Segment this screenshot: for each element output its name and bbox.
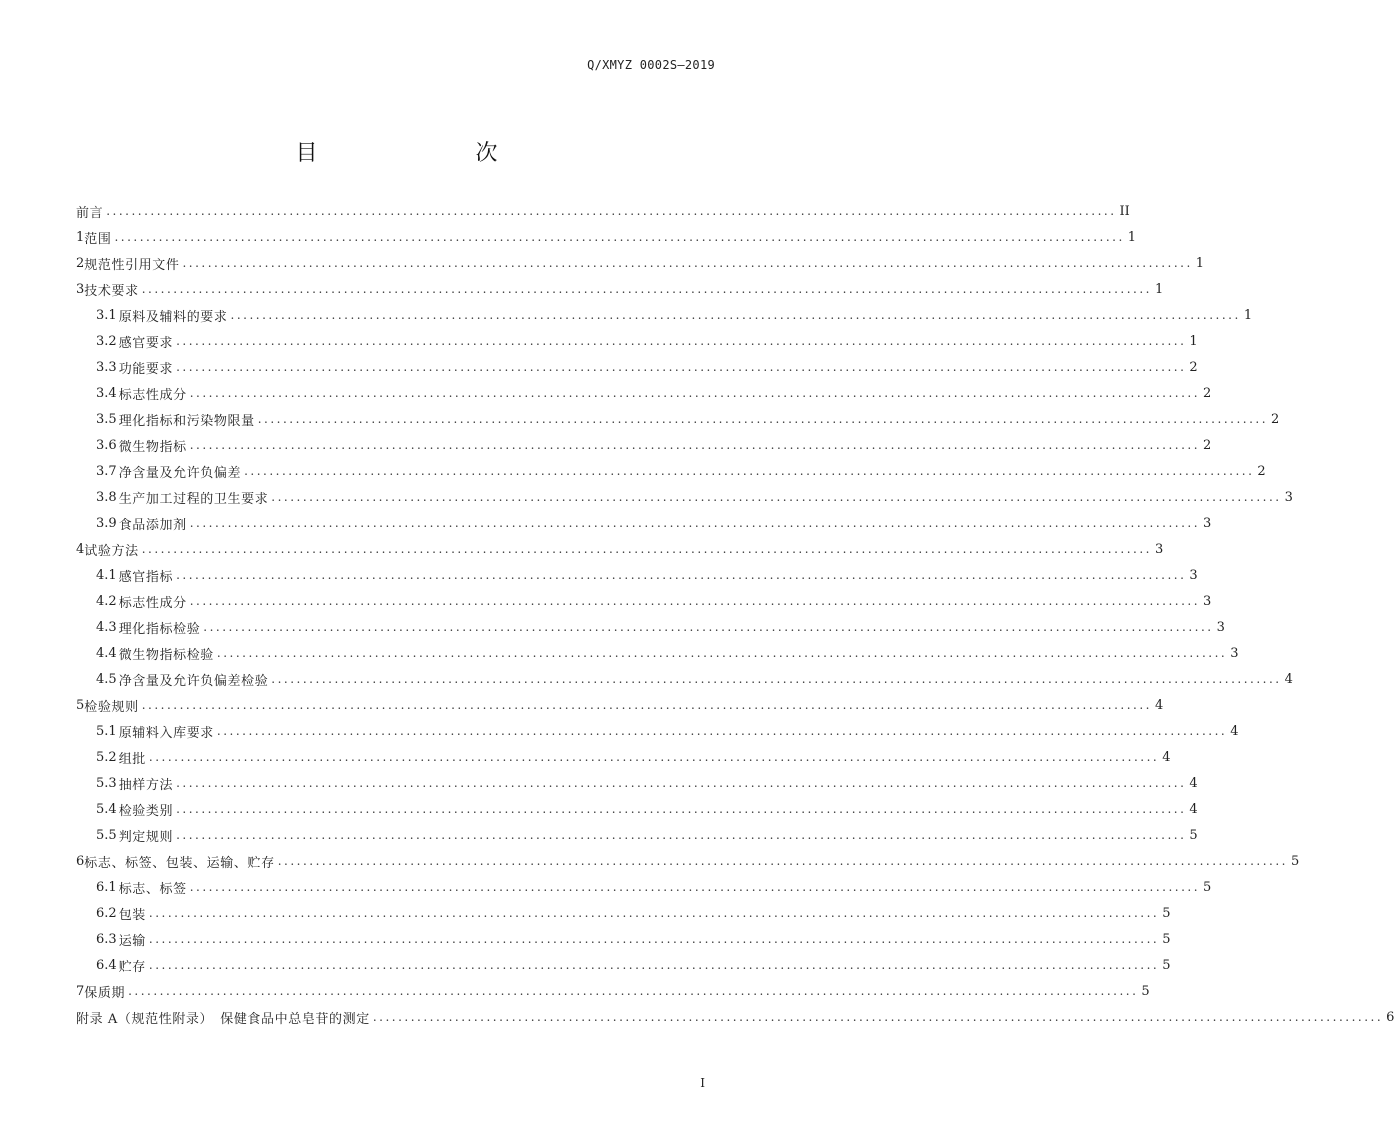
toc-dot-leader: ................................................................................................................................................................ [148,750,1160,764]
toc-dot-leader: ................................................................................................................................................................ [176,568,1187,582]
toc-entry-page: 4 [1189,801,1198,817]
toc-entry-number: 5.3 [96,775,117,791]
toc-entry-page: 2 [1203,385,1212,401]
toc-entry-label: 范围 [84,231,112,247]
toc-entry-number: 3.8 [96,489,117,505]
table-of-contents [76,198,1394,1030]
toc-entry-page: 3 [1216,619,1225,635]
toc-entry-page: 4 [1189,775,1198,791]
toc-entry[interactable] [76,458,1266,484]
toc-dot-leader: ................................................................................................................................................................ [148,932,1160,946]
toc-entry[interactable] [76,1004,1394,1030]
toc-entry-page: 3 [1284,489,1293,505]
toc-entry-label: 标志、标签、包装、运输、贮存 [84,855,275,871]
toc-entry-label: 判定规则 [118,829,174,845]
toc-entry-number: 4 [76,541,85,557]
toc-entry-label: 前言 [76,205,104,221]
toc-dot-leader: ................................................................................................................................................................ [176,828,1187,842]
toc-entry[interactable] [76,406,1280,432]
toc-entry[interactable] [76,224,1137,250]
toc-entry-number: 7 [76,983,85,999]
toc-entry[interactable] [76,978,1150,1004]
toc-dot-leader: ................................................................................................................................................................ [257,412,1269,426]
toc-entry-page: 4 [1284,671,1293,687]
toc-entry-number: 3.9 [96,515,117,531]
toc-entry-number: 1 [76,229,85,245]
toc-entry-label: 功能要求 [118,361,174,377]
toc-entry-page: 2 [1203,437,1212,453]
toc-entry-page: 5 [1162,931,1171,947]
toc-dot-leader: ................................................................................................................................................................ [176,802,1187,816]
toc-entry-label: 检验类别 [118,803,174,819]
toc-entry[interactable] [76,952,1171,978]
toc-entry[interactable] [76,926,1171,952]
toc-entry-label: 标志性成分 [118,387,187,403]
toc-entry-number: 6 [76,853,85,869]
toc-entry-label: 食品添加剂 [118,517,187,533]
toc-entry-label: 附录 A（规范性附录） 保健食品中总皂苷的测定 [76,1011,370,1027]
toc-entry-number: 4.3 [96,619,117,635]
toc-entry-label: 包装 [118,907,146,923]
toc-entry-number: 3.5 [96,411,117,427]
toc-entry[interactable] [76,822,1198,848]
toc-entry-page: 3 [1155,541,1164,557]
toc-entry-label: 感官要求 [118,335,174,351]
toc-entry-page: 5 [1141,983,1150,999]
toc-entry-page: 3 [1203,593,1212,609]
toc-dot-leader: ................................................................................................................................................................ [271,672,1282,686]
toc-entry-number: 4.1 [96,567,117,583]
toc-entry[interactable] [76,588,1212,614]
toc-entry-number: 3.3 [96,359,117,375]
toc-entry[interactable] [76,640,1239,666]
toc-entry[interactable] [76,198,1130,224]
toc-entry[interactable] [76,770,1198,796]
toc-entry-page: 3 [1230,645,1239,661]
toc-entry-number: 6.3 [96,931,117,947]
document-code: Q/XMYZ 0002S—2019 [587,58,715,72]
toc-entry-number: 3.1 [96,307,117,323]
toc-dot-leader: ................................................................................................................................................................ [106,204,1117,218]
toc-entry-label: 净含量及允许负偏差检验 [118,673,269,689]
toc-entry[interactable] [76,692,1164,718]
toc-dot-leader: ................................................................................................................................................................ [148,906,1160,920]
toc-entry[interactable] [76,302,1253,328]
toc-entry-label: 运输 [118,933,146,949]
toc-dot-leader: ................................................................................................................................................................ [176,360,1187,374]
toc-entry-number: 5.5 [96,827,117,843]
toc-dot-leader: ................................................................................................................................................................ [189,386,1201,400]
toc-dot-leader: ................................................................................................................................................................ [277,854,1288,868]
toc-dot-leader: ................................................................................................................................................................ [141,282,1152,296]
toc-entry-number: 4.4 [96,645,117,661]
toc-entry-label: 抽样方法 [118,777,174,793]
toc-entry-page: 1 [1195,255,1205,271]
toc-entry[interactable] [76,796,1198,822]
toc-dot-leader: ................................................................................................................................................................ [128,984,1139,998]
toc-entry-label: 原料及辅料的要求 [118,309,228,325]
toc-entry-label: 组批 [118,751,146,767]
toc-dot-leader: ................................................................................................................................................................ [189,594,1201,608]
toc-entry-number: 4.2 [96,593,117,609]
toc-entry[interactable] [76,874,1212,900]
toc-dot-leader: ................................................................................................................................................................ [271,490,1282,504]
toc-entry-page: 5 [1162,957,1171,973]
toc-entry[interactable] [76,900,1171,926]
toc-entry-label: 标志性成分 [118,595,187,611]
toc-entry-page: 4 [1230,723,1239,739]
toc-entry-number: 6.2 [96,905,117,921]
toc-dot-leader: ................................................................................................................................................................ [203,620,1214,634]
toc-entry-number: 5.4 [96,801,117,817]
toc-entry[interactable] [76,276,1164,302]
toc-dot-leader: ................................................................................................................................................................ [189,880,1201,894]
toc-dot-leader: ................................................................................................................................................................ [189,516,1201,530]
toc-dot-leader: ................................................................................................................................................................ [372,1010,1384,1024]
toc-dot-leader: ................................................................................................................................................................ [189,438,1201,452]
toc-entry-page: 2 [1271,411,1280,427]
toc-entry-page: 4 [1162,749,1171,765]
toc-entry[interactable] [76,614,1225,640]
toc-entry-page: 1 [1155,281,1164,297]
toc-entry-page: 5 [1162,905,1171,921]
toc-entry-number: 5.2 [96,749,117,765]
toc-entry-label: 感官指标 [118,569,174,585]
toc-entry-number: 3 [76,281,85,297]
toc-entry-label: 标志、标签 [118,881,187,897]
toc-entry-label: 生产加工过程的卫生要求 [118,491,269,507]
toc-entry-label: 保质期 [84,985,126,1001]
page-title: 目 次 [295,141,536,166]
toc-dot-leader: ................................................................................................................................................................ [141,542,1152,556]
toc-entry-number: 3.2 [96,333,117,349]
toc-entry[interactable] [76,562,1198,588]
toc-entry-number: 3.4 [96,385,117,401]
toc-entry-label: 原辅料入库要求 [118,725,214,741]
toc-entry-number: 3.7 [96,463,117,479]
toc-entry[interactable] [76,484,1293,510]
toc-entry-page: 3 [1203,515,1212,531]
toc-entry-number: 5.1 [96,723,117,739]
toc-entry-page: 3 [1189,567,1198,583]
toc-entry-label: 贮存 [118,959,146,975]
toc-entry-page: 5 [1203,879,1212,895]
toc-dot-leader: ................................................................................................................................................................ [230,308,1241,322]
toc-entry[interactable] [76,848,1300,874]
toc-entry-label: 微生物指标 [118,439,187,455]
toc-dot-leader: ................................................................................................................................................................ [141,698,1152,712]
toc-entry-page: 1 [1127,229,1137,245]
toc-dot-leader: ................................................................................................................................................................ [148,958,1160,972]
toc-entry[interactable] [76,718,1239,744]
toc-entry-number: 6.4 [96,957,117,973]
toc-entry-page: 5 [1189,827,1198,843]
toc-entry-page: 1 [1243,307,1253,323]
toc-entry-label: 试验方法 [84,543,139,559]
toc-entry-number: 4.5 [96,671,117,687]
toc-dot-leader: ................................................................................................................................................................ [176,776,1187,790]
toc-entry-number: 6.1 [96,879,117,895]
toc-entry[interactable] [76,250,1205,276]
toc-dot-leader: ................................................................................................................................................................ [182,256,1193,270]
toc-dot-leader: ................................................................................................................................................................ [244,464,1255,478]
toc-entry-page: 5 [1291,853,1300,869]
toc-dot-leader: ................................................................................................................................................................ [216,724,1228,738]
toc-entry-page: 2 [1189,359,1198,375]
toc-entry-number: 3.6 [96,437,117,453]
toc-entry-label: 微生物指标检验 [118,647,214,663]
toc-entry[interactable] [76,328,1198,354]
toc-entry-label: 规范性引用文件 [84,257,180,273]
toc-dot-leader: ................................................................................................................................................................ [176,334,1187,348]
toc-entry-label: 净含量及允许负偏差 [118,465,242,481]
toc-entry-page: 2 [1257,463,1266,479]
page-number: I [700,1076,705,1090]
toc-entry-page: 4 [1155,697,1164,713]
toc-entry[interactable] [76,380,1212,406]
toc-entry-number: 5 [76,697,85,713]
toc-entry-label: 技术要求 [84,283,139,299]
toc-entry[interactable] [76,354,1198,380]
toc-dot-leader: ................................................................................................................................................................ [114,230,1125,244]
toc-entry[interactable] [76,536,1164,562]
toc-entry-label: 理化指标和污染物限量 [118,413,255,429]
toc-entry-label: 理化指标检验 [118,621,201,637]
toc-entry[interactable] [76,744,1171,770]
toc-entry[interactable] [76,510,1212,536]
toc-entry-page: 6 [1386,1009,1394,1025]
toc-entry-number: 2 [76,255,85,271]
toc-entry-page: II [1119,203,1130,219]
toc-entry-label: 检验规则 [84,699,139,715]
toc-entry-page: 1 [1189,333,1198,349]
toc-entry[interactable] [76,666,1293,692]
toc-dot-leader: ................................................................................................................................................................ [216,646,1228,660]
toc-entry[interactable] [76,432,1212,458]
